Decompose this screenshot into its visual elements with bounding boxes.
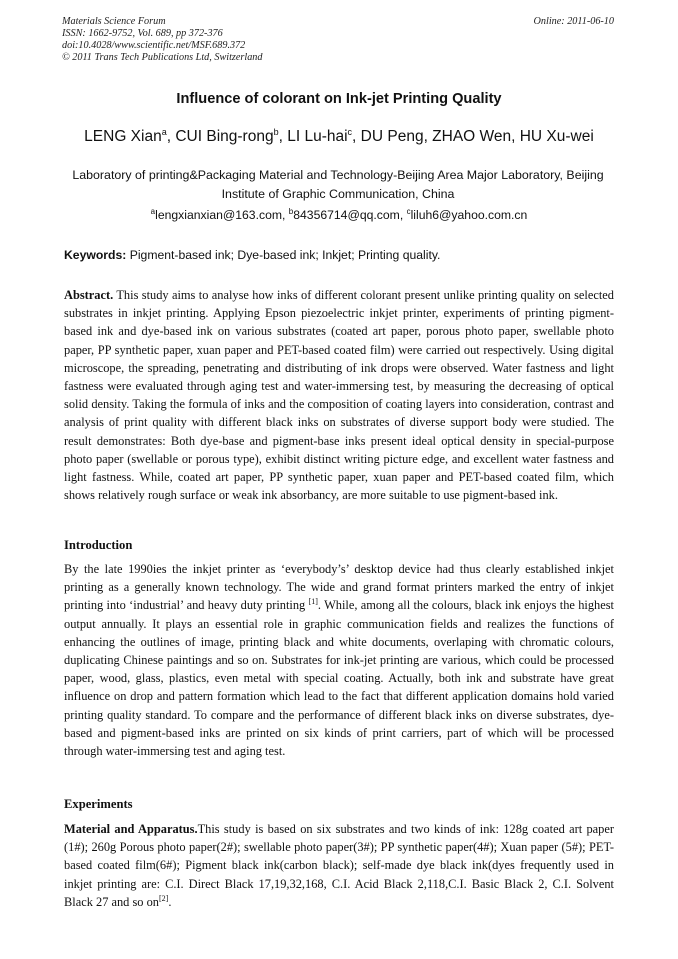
author-name: CUI Bing-rong xyxy=(175,128,274,145)
introduction-text: By the late 1990ies the inkjet printer as ‘everybody’s’ desktop device had thus clearly established inkjet printing as a generally known technology. The wide and grand format printers marked the entry of inkjet printing into ‘industrial’ and heavy duty printing xyxy=(64,562,614,613)
introduction-paragraph xyxy=(64,560,614,760)
email-mark: a xyxy=(150,207,156,216)
abstract-label: Abstract. xyxy=(64,288,114,302)
section-heading-experiments: Experiments xyxy=(64,797,133,811)
author-list xyxy=(0,128,678,146)
journal-header xyxy=(62,16,614,64)
author-name: DU Peng, ZHAO Wen, HU Xu-wei xyxy=(360,128,594,145)
keywords xyxy=(64,248,616,262)
email-address[interactable]: liluh6@yahoo.com.cn xyxy=(410,208,528,222)
abstract xyxy=(64,286,614,504)
email-list xyxy=(0,208,678,222)
paper-title: Influence of colorant on Ink-jet Printing Quality xyxy=(176,91,502,107)
author-name: LI Lu-hai xyxy=(287,128,348,145)
email-address[interactable]: 84356714@qq.com xyxy=(293,208,400,222)
email-mark: c xyxy=(406,207,411,216)
affiliation: Laboratory of printing&Packaging Material and Technology-Beijing Area Major Laboratory, Beijing Institute of Graphic Communication, China xyxy=(72,168,604,201)
citation-ref[interactable]: [2] xyxy=(158,893,169,903)
citation-ref[interactable]: [1] xyxy=(308,597,318,607)
author-affil-mark: b xyxy=(273,127,279,137)
email-separator: , xyxy=(399,208,407,222)
section-heading-introduction: Introduction xyxy=(64,538,133,552)
online-date: Online: 2011-06-10 xyxy=(533,16,614,27)
journal-doi[interactable]: doi:10.4028/www.scientific.net/MSF.689.372 xyxy=(62,40,246,51)
abstract-text: This study aims to analyse how inks of different colorant present unlike printing quality on selected substrates in inkjet printing. Applying Epson piezoelectric inkjet printer, experiments of printing pigment-based ink and dye-based ink on various substrates (coated art paper, porous photo paper, swellable photo paper, PP synthetic paper, xuan paper and PET-based coated film) were carried out respectively. Using digital microscope, the spreading, penetrating and distributing of ink drops were observed. Water fastness and light fastness were evaluated through aging test and water-immersing test, by measuring the decreasing of optical solid density. Taking the formula of inks and the composition of coating layers into consideration, contrast and analysis of print quality with different black inks on substrates of diverse support body were studied. The result demonstrates: Both dye-base and pigment-base inks present ideal optical density in special-purpose photo paper (swellable or porous type), exhibit distinct writing picture edge, and excellent water fastness and light fastness. While, coated art paper, PP synthetic paper, xuan paper and PET-based coated film, which shows relatively rough surface or weak ink absorbancy, are more suitable to use pigment-based ink. xyxy=(64,288,614,503)
subsection-label: Material and Apparatus. xyxy=(64,822,198,836)
keywords-text: Pigment-based ink; Dye-based ink; Inkjet; Printing quality. xyxy=(126,248,441,262)
author-name: LENG Xian xyxy=(84,128,162,145)
author-affil-mark: c xyxy=(347,127,353,137)
journal-issn: ISSN: 1662-9752, Vol. 689, pp 372-376 xyxy=(62,28,223,39)
experiments-text-cont: . xyxy=(168,894,172,909)
journal-name: Materials Science Forum xyxy=(62,16,166,27)
email-address[interactable]: lengxianxian@163.com xyxy=(155,208,282,222)
keywords-label: Keywords: xyxy=(64,248,127,262)
email-mark: b xyxy=(288,207,294,216)
experiments-text: This study is based on six substrates and two kinds of ink: 128g coated art paper (1#); 260g Porous photo paper(2#); swellable photo paper(3#); PP synthetic paper(4#); Xuan paper (5#); PET-based coated film(6#); Pigment black ink(carbon black); self-made dye black ink(dyes frequently used in inkjet printing are: C.I. Direct Black 17,19,32,168, C.I. Acid Black 2,118,C.I. Basic Black 2, C.I. Solvent Black 27 and so on xyxy=(64,822,614,909)
introduction-text-cont: . While, among all the colours, black ink enjoys the highest output annually. It plays an essential role in graphic communication fields and realizes the functions of enhancing the outlines of image, printing black and white documents, overlaping with chromatic colours, duplicating Chinese paintings and so on. Substrates for ink-jet printing are various, which could be processed paper, wood, glass, plastics, even metal with special coating. Actually, both ink and substrate have great influence on drop and pattern formation which lead to the fact that different application domains hold varied printing quality standard. To compare and the performance of different black inks on diverse substrates, dye-based and pigment-based inks are printed on six kinds of print carriers, part of which will be processed through water-immersing test and aging test. xyxy=(64,598,614,759)
experiments-paragraph xyxy=(64,820,614,911)
journal-copyright: © 2011 Trans Tech Publications Ltd, Switzerland xyxy=(62,52,263,63)
author-separator: , xyxy=(352,128,361,145)
email-separator: , xyxy=(282,208,289,222)
author-affil-mark: a xyxy=(161,127,167,137)
author-separator: , xyxy=(278,128,288,145)
author-separator: , xyxy=(166,128,176,145)
